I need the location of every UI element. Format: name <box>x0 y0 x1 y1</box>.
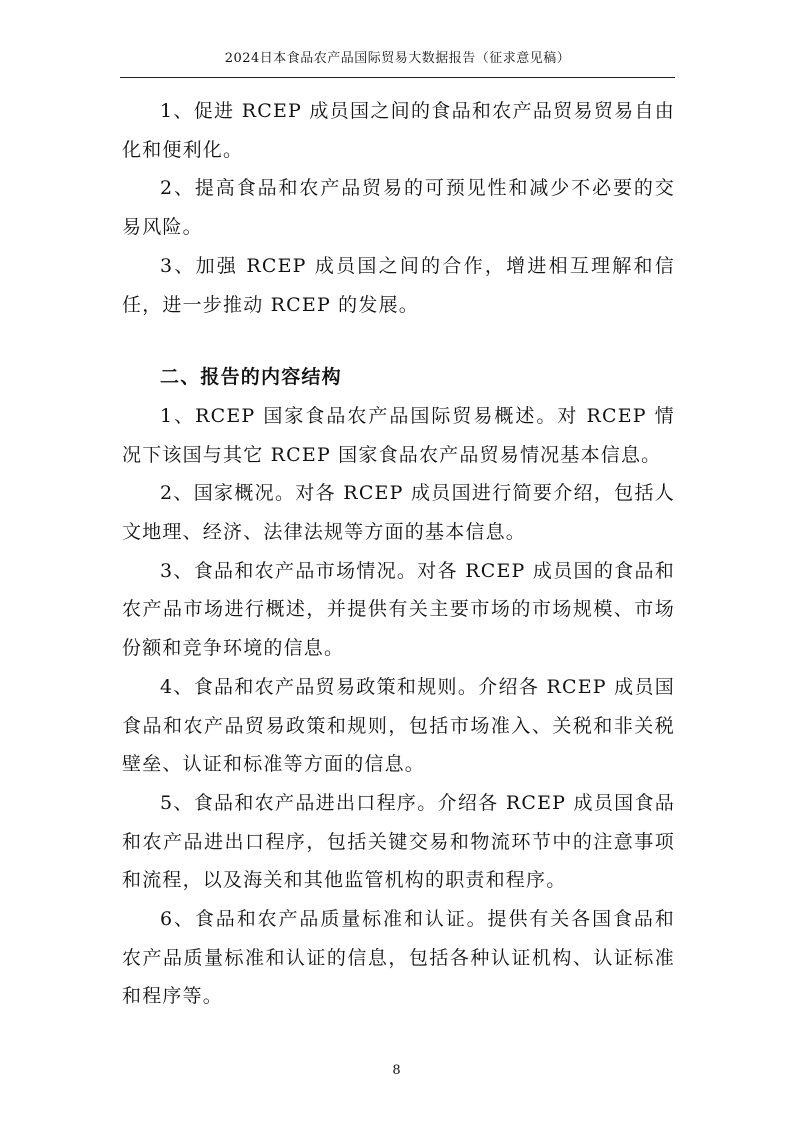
document-body <box>122 92 675 1016</box>
intro-item-1: 1、促进 RCEP 成员国之间的食品和农产品贸易贸易自由化和便利化。 <box>122 100 675 161</box>
structure-item-3: 3、食品和农产品市场情况。对各 RCEP 成员国的食品和农产品市场进行概述，并提供有关主要市场的市场规模、市场份额和竞争环境的信息。 <box>122 559 675 660</box>
header-divider <box>120 77 675 78</box>
structure-item-4: 4、食品和农产品贸易政策和规则。介绍各 RCEP 成员国食品和农产品贸易政策和规则，包括市场准入、关税和非关税壁垒、认证和标准等方面的信息。 <box>122 675 675 776</box>
page-header: 2024日本食品农产品国际贸易大数据报告（征求意见稿） <box>224 51 571 66</box>
intro-item-3: 3、加强 RCEP 成员国之间的合作，增进相互理解和信任，进一步推动 RCEP 的发展。 <box>122 254 675 316</box>
section-heading: 二、报告的内容结构 <box>160 366 342 389</box>
structure-item-5: 5、食品和农产品进出口程序。介绍各 RCEP 成员国食品和农产品进出口程序，包括关键交易和物流环节中的注意事项和流程，以及海关和其他监管机构的职责和程序。 <box>122 791 675 892</box>
structure-item-1: 1、RCEP 国家食品农产品国际贸易概述。对 RCEP 情况下该国与其它 RCEP 国家食品农产品贸易情况基本信息。 <box>122 404 675 466</box>
structure-item-2: 2、国家概况。对各 RCEP 成员国进行简要介绍，包括人文地理、经济、法律法规等方面的基本信息。 <box>122 482 675 544</box>
page-number: 8 <box>392 1063 401 1078</box>
structure-item-6: 6、食品和农产品质量标准和认证。提供有关各国食品和农产品质量标准和认证的信息，包括各种认证机构、认证标准和程序等。 <box>122 908 675 1008</box>
intro-item-2: 2、提高食品和农产品贸易的可预见性和减少不必要的交易风险。 <box>122 177 675 239</box>
